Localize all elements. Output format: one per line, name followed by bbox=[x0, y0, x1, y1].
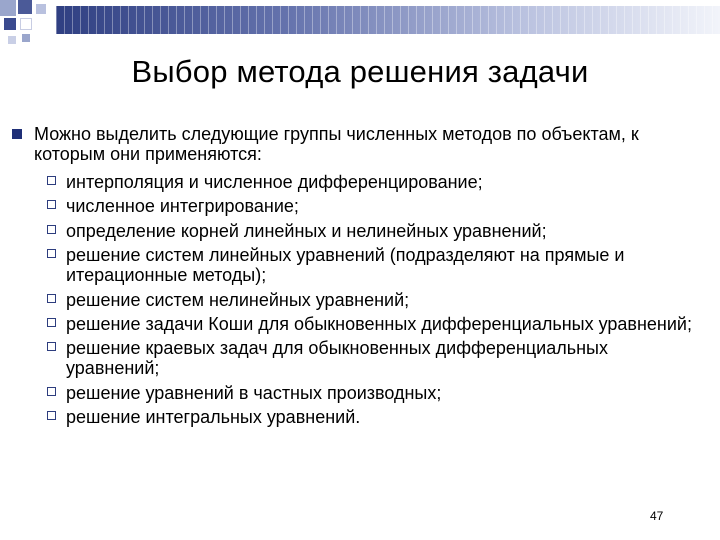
method-groups-list bbox=[10, 172, 700, 427]
list-item bbox=[46, 221, 700, 241]
hollow-square-icon bbox=[47, 176, 56, 185]
hollow-square-icon bbox=[47, 411, 56, 420]
list-item-text: решение интегральных уравнений. bbox=[66, 407, 361, 428]
page-number: 47 bbox=[650, 509, 664, 523]
deco-square-icon bbox=[0, 0, 16, 16]
deco-square-icon bbox=[20, 18, 32, 30]
list-item bbox=[46, 196, 700, 216]
list-item bbox=[46, 245, 700, 285]
list-item-text: решение уравнений в частных производных; bbox=[66, 382, 442, 403]
header-band-pattern bbox=[56, 6, 720, 34]
list-item bbox=[46, 383, 700, 403]
deco-square-icon bbox=[8, 36, 16, 44]
slide-content bbox=[10, 124, 700, 432]
list-item-text: решение систем нелинейных уравнений; bbox=[66, 289, 410, 310]
hollow-square-icon bbox=[47, 342, 56, 351]
deco-square-icon bbox=[4, 18, 16, 30]
hollow-square-icon bbox=[47, 225, 56, 234]
hollow-square-icon bbox=[47, 318, 56, 327]
hollow-square-icon bbox=[47, 200, 56, 209]
list-item bbox=[46, 314, 700, 334]
hollow-square-icon bbox=[47, 387, 56, 396]
list-item bbox=[46, 290, 700, 310]
decorative-squares bbox=[0, 0, 60, 60]
main-bullet-item bbox=[10, 124, 700, 164]
hollow-square-icon bbox=[47, 249, 56, 258]
list-item-text: решение задачи Коши для обыкновенных дифференциальных уравнений; bbox=[66, 313, 692, 334]
list-item-text: определение корней линейных и нелинейных уравнений; bbox=[66, 220, 547, 241]
header-band bbox=[56, 6, 720, 34]
deco-square-icon bbox=[22, 34, 30, 42]
intro-text: Можно выделить следующие группы численных методов по объектам, к которым они применяются: bbox=[34, 124, 639, 164]
list-item-text: интерполяция и численное дифференцирование; bbox=[66, 172, 483, 192]
slide-title: Выбор метода решения задачи bbox=[131, 54, 589, 89]
list-item bbox=[46, 407, 700, 427]
list-item bbox=[46, 338, 700, 378]
list-item-text: численное интегрирование; bbox=[66, 196, 299, 217]
deco-square-icon bbox=[36, 4, 46, 14]
list-item-text: решение систем линейных уравнений (подразделяют на прямые и итерационные методы); bbox=[66, 245, 625, 286]
deco-square-icon bbox=[18, 0, 32, 14]
list-item bbox=[46, 172, 700, 192]
filled-square-icon bbox=[12, 129, 22, 139]
hollow-square-icon bbox=[47, 294, 56, 303]
list-item-text: решение краевых задач для обыкновенных дифференциальных уравнений; bbox=[66, 338, 608, 379]
